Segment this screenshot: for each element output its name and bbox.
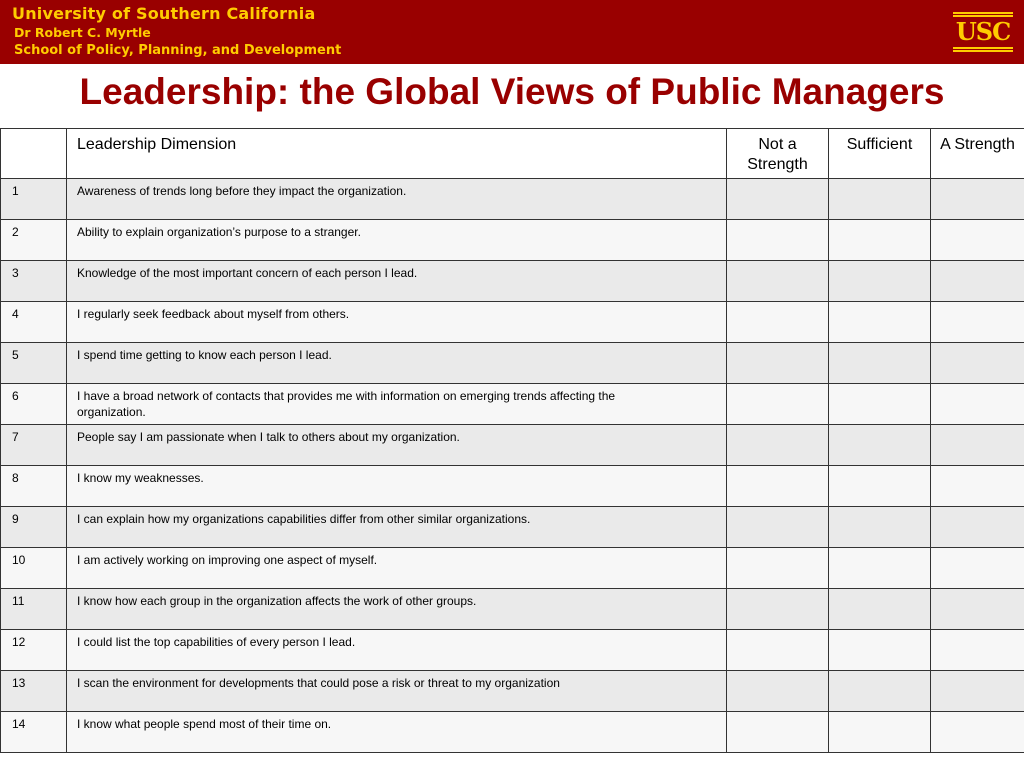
row-number: 3 — [1, 261, 67, 302]
cell-sufficient[interactable] — [829, 671, 931, 712]
table-row — [1, 261, 1024, 302]
table-row — [1, 302, 1024, 343]
row-number: 12 — [1, 630, 67, 671]
cell-not-a-strength[interactable] — [727, 179, 829, 220]
row-number: 4 — [1, 302, 67, 343]
row-dimension-text: I regularly seek feedback about myself from others. — [67, 302, 727, 343]
header-not-a-strength: Not a Strength — [727, 129, 829, 179]
row-number: 9 — [1, 507, 67, 548]
leadership-table — [0, 128, 1024, 753]
logo-bottom-bar — [953, 47, 1013, 49]
cell-a-strength[interactable] — [931, 425, 1024, 466]
logo-text: USC — [955, 17, 1011, 46]
row-number: 10 — [1, 548, 67, 589]
school-name: School of Policy, Planning, and Development — [14, 43, 342, 58]
table-row — [1, 548, 1024, 589]
cell-sufficient[interactable] — [829, 261, 931, 302]
cell-a-strength[interactable] — [931, 548, 1024, 589]
table-row — [1, 179, 1024, 220]
table-header-row — [1, 129, 1024, 179]
cell-not-a-strength[interactable] — [727, 261, 829, 302]
cell-not-a-strength[interactable] — [727, 589, 829, 630]
cell-not-a-strength[interactable] — [727, 466, 829, 507]
cell-sufficient[interactable] — [829, 466, 931, 507]
cell-sufficient[interactable] — [829, 548, 931, 589]
row-number: 11 — [1, 589, 67, 630]
header-leadership-dimension: Leadership Dimension — [67, 129, 727, 179]
row-number: 5 — [1, 343, 67, 384]
table-row — [1, 630, 1024, 671]
row-dimension-text: I have a broad network of contacts that provides me with information on emerging trends affecting the organization. — [67, 384, 727, 425]
cell-a-strength[interactable] — [931, 589, 1024, 630]
author-name: Dr Robert C. Myrtle — [14, 25, 151, 40]
table-row — [1, 425, 1024, 466]
header-sufficient: Sufficient — [829, 129, 931, 179]
cell-not-a-strength[interactable] — [727, 302, 829, 343]
row-dimension-text: I know how each group in the organization affects the work of other groups. — [67, 589, 727, 630]
cell-not-a-strength[interactable] — [727, 630, 829, 671]
header-number — [1, 129, 67, 179]
row-dimension-text: I could list the top capabilities of every person I lead. — [67, 630, 727, 671]
row-dimension-text: Ability to explain organization’s purpose to a stranger. — [67, 220, 727, 261]
cell-sufficient[interactable] — [829, 179, 931, 220]
cell-a-strength[interactable] — [931, 671, 1024, 712]
cell-a-strength[interactable] — [931, 179, 1024, 220]
cell-a-strength[interactable] — [931, 261, 1024, 302]
cell-a-strength[interactable] — [931, 343, 1024, 384]
cell-a-strength[interactable] — [931, 507, 1024, 548]
table-row — [1, 466, 1024, 507]
table-row — [1, 671, 1024, 712]
row-dimension-text: I know my weaknesses. — [67, 466, 727, 507]
cell-not-a-strength[interactable] — [727, 671, 829, 712]
row-number: 8 — [1, 466, 67, 507]
cell-a-strength[interactable] — [931, 384, 1024, 425]
cell-sufficient[interactable] — [829, 507, 931, 548]
cell-sufficient[interactable] — [829, 384, 931, 425]
cell-sufficient[interactable] — [829, 712, 931, 753]
table-row — [1, 589, 1024, 630]
cell-sufficient[interactable] — [829, 302, 931, 343]
row-dimension-text: I scan the environment for developments that could pose a risk or threat to my organization — [67, 671, 727, 712]
page-title: Leadership: the Global Views of Public Managers — [79, 71, 945, 112]
row-dimension-text: I spend time getting to know each person I lead. — [67, 343, 727, 384]
table-row — [1, 712, 1024, 753]
cell-a-strength[interactable] — [931, 630, 1024, 671]
row-dimension-text: Awareness of trends long before they impact the organization. — [67, 179, 727, 220]
cell-sufficient[interactable] — [829, 425, 931, 466]
logo-bottom-bar-2 — [953, 50, 1013, 52]
cell-a-strength[interactable] — [931, 302, 1024, 343]
table-row — [1, 507, 1024, 548]
row-dimension-text: People say I am passionate when I talk to others about my organization. — [67, 425, 727, 466]
row-number: 13 — [1, 671, 67, 712]
table-row — [1, 343, 1024, 384]
row-number: 2 — [1, 220, 67, 261]
cell-a-strength[interactable] — [931, 220, 1024, 261]
cell-sufficient[interactable] — [829, 630, 931, 671]
cell-sufficient[interactable] — [829, 589, 931, 630]
logo-top-bar — [953, 12, 1013, 14]
cell-not-a-strength[interactable] — [727, 712, 829, 753]
cell-not-a-strength[interactable] — [727, 220, 829, 261]
cell-a-strength[interactable] — [931, 466, 1024, 507]
cell-a-strength[interactable] — [931, 712, 1024, 753]
cell-not-a-strength[interactable] — [727, 343, 829, 384]
cell-not-a-strength[interactable] — [727, 548, 829, 589]
row-dimension-text: I am actively working on improving one aspect of myself. — [67, 548, 727, 589]
header-banner — [0, 0, 1024, 64]
row-dimension-text: I can explain how my organizations capabilities differ from other similar organizations. — [67, 507, 727, 548]
row-number: 14 — [1, 712, 67, 753]
cell-sufficient[interactable] — [829, 220, 931, 261]
usc-logo — [953, 12, 1013, 52]
table-row — [1, 384, 1024, 425]
table-row — [1, 220, 1024, 261]
cell-not-a-strength[interactable] — [727, 384, 829, 425]
row-number: 1 — [1, 179, 67, 220]
cell-not-a-strength[interactable] — [727, 507, 829, 548]
row-dimension-text: I know what people spend most of their time on. — [67, 712, 727, 753]
university-name: University of Southern California — [12, 4, 316, 23]
header-a-strength: A Strength — [931, 129, 1024, 179]
row-number: 7 — [1, 425, 67, 466]
cell-not-a-strength[interactable] — [727, 425, 829, 466]
row-dimension-text: Knowledge of the most important concern of each person I lead. — [67, 261, 727, 302]
cell-sufficient[interactable] — [829, 343, 931, 384]
row-number: 6 — [1, 384, 67, 425]
